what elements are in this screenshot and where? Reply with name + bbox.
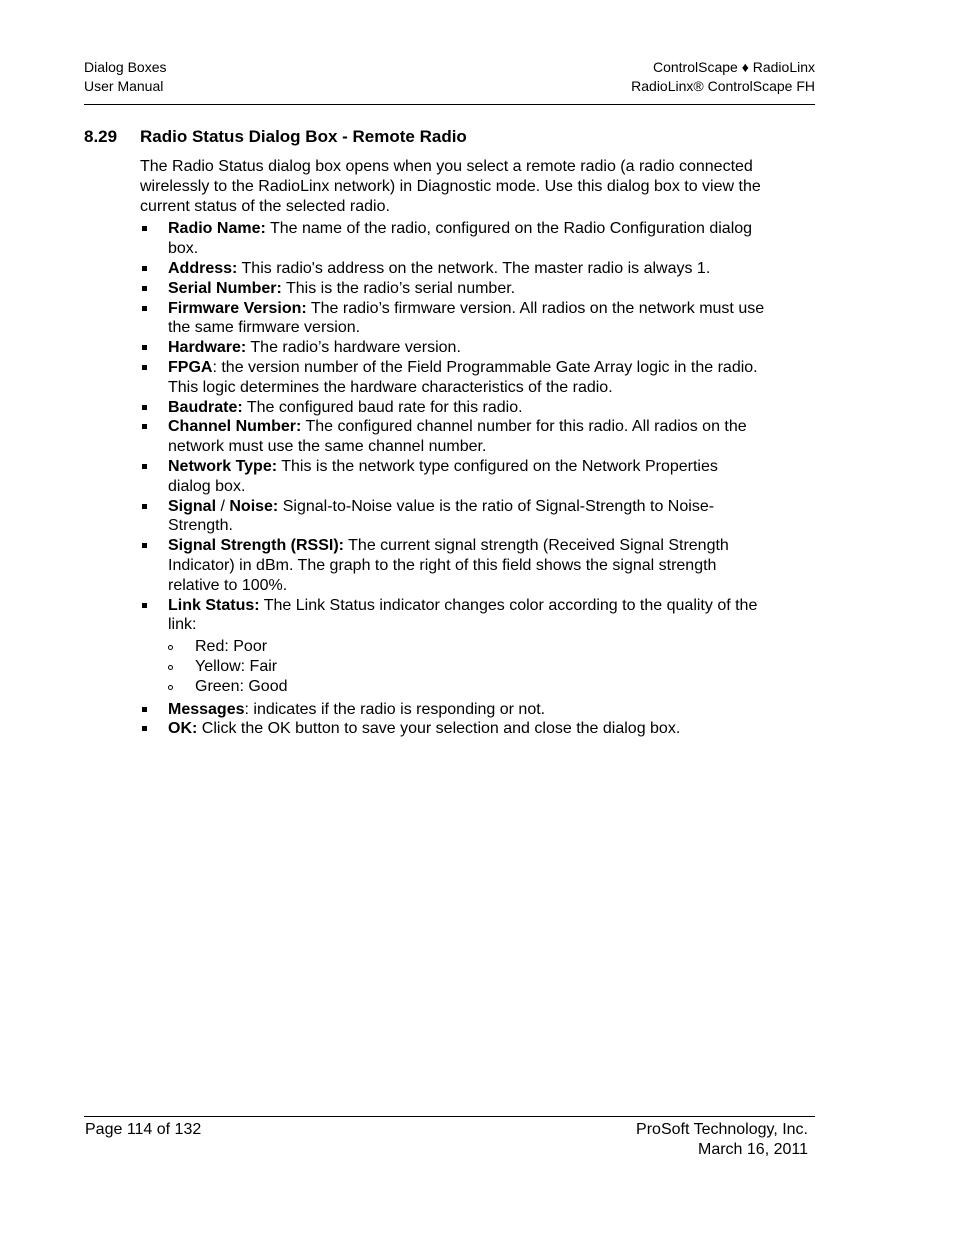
circle-bullet-icon — [168, 665, 173, 670]
field-list — [140, 219, 765, 739]
sub-item-text: Red: Poor — [195, 638, 268, 656]
item-term: Baudrate: — [168, 398, 243, 416]
item-text: Signal-to-Noise value is the ratio of Signal-Strength to Noise-Strength. — [168, 497, 715, 535]
square-bullet-icon — [142, 405, 147, 410]
header-manual: User Manual — [84, 78, 164, 94]
square-bullet-icon — [142, 306, 147, 311]
header-subproduct: RadioLinx® ControlScape FH — [631, 78, 815, 94]
item-text: The current signal strength (Received Signal Strength Indicator) in dBm. The graph to the right of this field shows the signal strength relative to 100%. — [168, 537, 729, 594]
item-text: The configured channel number for this radio. All radios on the network must use the same channel number. — [168, 418, 747, 456]
item-term: Hardware: — [168, 339, 247, 357]
item-term: Address: — [168, 259, 238, 277]
item-text: This radio's address on the network. The master radio is always 1. — [237, 259, 711, 277]
page-number: Page 114 of 132 — [85, 1121, 202, 1138]
section-title: Radio Status Dialog Box - Remote Radio — [140, 127, 467, 146]
item-term: Signal — [168, 497, 217, 515]
circle-bullet-icon — [168, 645, 173, 650]
square-bullet-icon — [142, 345, 147, 350]
item-text: The configured baud rate for this radio. — [242, 398, 523, 416]
list-item — [140, 398, 765, 418]
list-item — [140, 719, 765, 739]
list-item — [140, 259, 765, 279]
list-item — [140, 417, 765, 457]
square-bullet-icon — [142, 365, 147, 370]
publish-date: March 16, 2011 — [698, 1141, 808, 1158]
item-text: The radio’s firmware version. All radios on the network must use the same firmware version. — [168, 299, 765, 337]
square-bullet-icon — [142, 543, 147, 548]
square-bullet-icon — [142, 464, 147, 469]
link-status-sublist — [168, 637, 765, 696]
item-text: : the version number of the Field Programmable Gate Array logic in the radio. This logic determines the hardware characteristics of the radio. — [168, 358, 758, 396]
item-text: The radio’s hardware version. — [246, 339, 461, 357]
item-separator: / — [216, 497, 230, 515]
list-item — [140, 700, 765, 720]
header-left — [84, 58, 167, 96]
list-item — [140, 497, 765, 537]
footer-divider — [84, 1116, 815, 1117]
section-body — [140, 157, 765, 739]
list-item — [140, 596, 765, 697]
item-term: Link Status: — [168, 596, 260, 614]
intro-paragraph: The Radio Status dialog box opens when you select a remote radio (a radio connected wirelessly to the RadioLinx network) in Diagnostic mode. Use this dialog box to view the current status of the selected radio. — [140, 158, 761, 215]
item-term: Radio Name: — [168, 220, 266, 238]
square-bullet-icon — [142, 266, 147, 271]
item-text: Click the OK button to save your selection and close the dialog box. — [197, 720, 681, 738]
circle-bullet-icon — [168, 685, 173, 690]
square-bullet-icon — [142, 504, 147, 509]
list-item — [140, 299, 765, 339]
footer-right — [636, 1120, 808, 1160]
item-term: Signal Strength (RSSI): — [168, 537, 344, 555]
item-term: Noise: — [229, 497, 279, 515]
sub-list-item — [168, 677, 765, 697]
item-term: Serial Number: — [168, 279, 282, 297]
square-bullet-icon — [142, 424, 147, 429]
item-term: OK: — [168, 720, 198, 738]
header-divider — [84, 104, 815, 105]
list-item — [140, 358, 765, 398]
sub-item-text: Yellow: Fair — [195, 657, 278, 675]
section-number: 8.29 — [84, 127, 118, 146]
item-text: The name of the radio, configured on the Radio Configuration dialog box. — [168, 220, 753, 258]
header-product: ControlScape ♦ RadioLinx — [652, 59, 815, 75]
section-heading — [84, 126, 467, 148]
item-term: Channel Number: — [168, 418, 302, 436]
item-text: The Link Status indicator changes color according to the quality of the link: — [168, 596, 758, 634]
sub-list-item — [168, 637, 765, 657]
square-bullet-icon — [142, 603, 147, 608]
item-text: This is the network type configured on the Network Properties dialog box. — [168, 457, 718, 495]
list-item — [140, 457, 765, 497]
company-name: ProSoft Technology, Inc. — [636, 1121, 808, 1138]
item-term: Messages — [168, 700, 245, 718]
item-term: Network Type: — [168, 457, 278, 475]
sub-item-text: Green: Good — [195, 677, 288, 695]
list-item — [140, 338, 765, 358]
header-chapter: Dialog Boxes — [84, 59, 167, 75]
sub-list-item — [168, 657, 765, 677]
list-item — [140, 536, 765, 595]
item-text: This is the radio’s serial number. — [281, 279, 516, 297]
square-bullet-icon — [142, 226, 147, 231]
page-header — [84, 58, 815, 104]
item-text: : indicates if the radio is responding or not. — [244, 700, 546, 718]
square-bullet-icon — [142, 726, 147, 731]
square-bullet-icon — [142, 286, 147, 291]
list-item — [140, 219, 765, 259]
item-term: Firmware Version: — [168, 299, 307, 317]
header-right — [631, 58, 815, 96]
item-term: FPGA — [168, 358, 213, 376]
list-item — [140, 279, 765, 299]
square-bullet-icon — [142, 707, 147, 712]
